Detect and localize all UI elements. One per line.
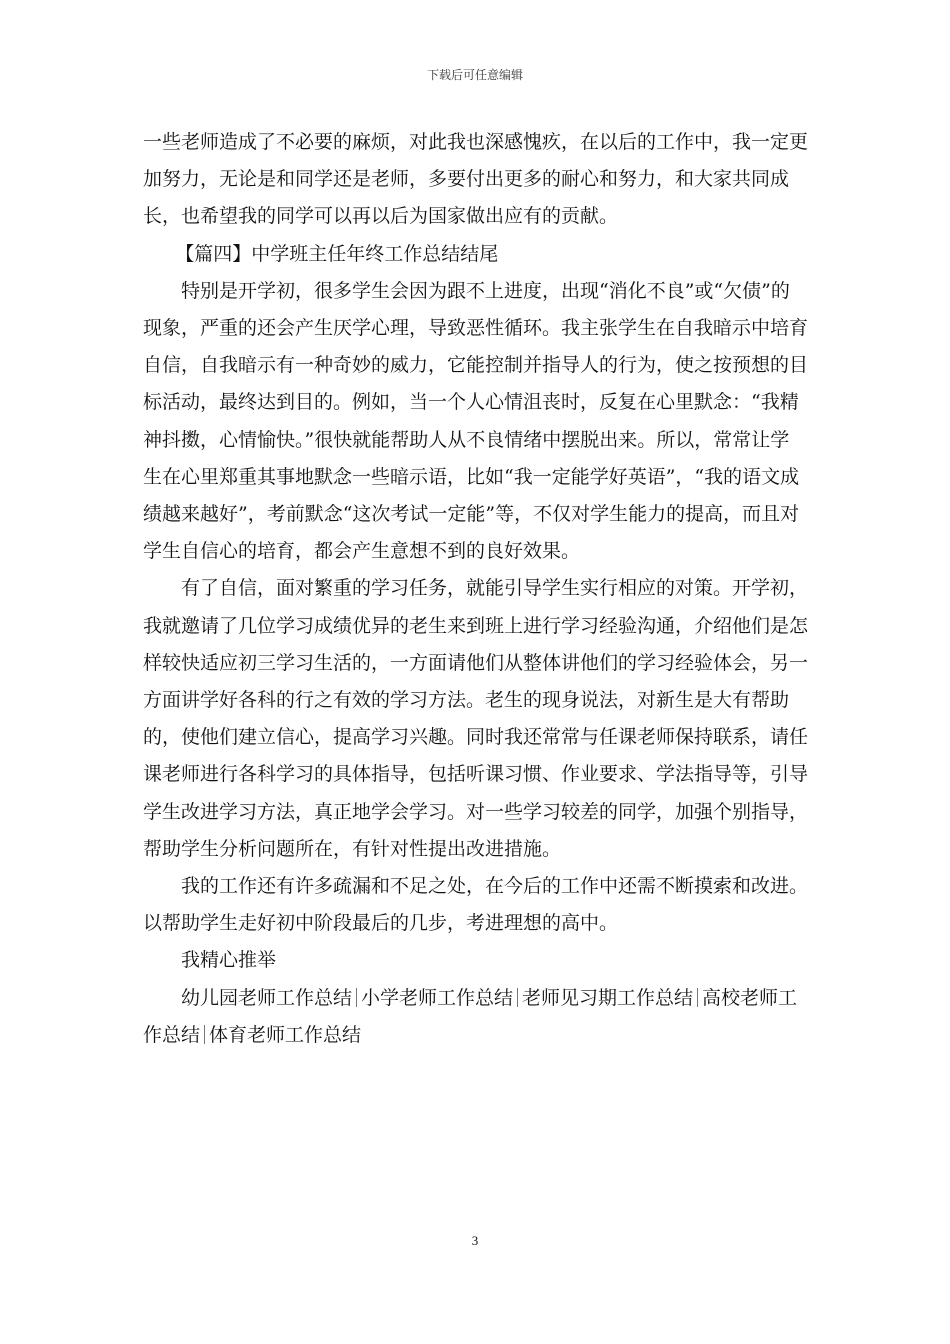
link-separator bbox=[697, 988, 698, 1007]
paragraph-study-methods: 有了自信，面对繁重的学习任务，就能引导学生实行相应的对策。开学初，我就邀请了几位学习成绩优异的老生来到班上进行学习经验沟通，介绍他们是怎样较快适应初三学习生活的，一方面请他们从整体讲他们的学习经验体会，另一方面讲学好各科的行之有效的学习方法。老生的现身说法，对新生是大有帮助的，使他们建立信心，提高学习兴趣。同时我还常常与任课老师保持联系，请任课老师进行各科学习的具体指导，包括听课习惯、作业要求、学法指导等，引导学生改进学习方法，真正地学会学习。对一些学习较差的同学，加强个别指导，帮助学生分析问题所在，有针对性提出改进措施。 bbox=[143, 577, 809, 860]
link-separator bbox=[356, 988, 357, 1007]
paragraph-self-confidence: 特别是开学初，很多学生会因为跟不上进度，出现“消化不良”或“欠债”的现象，严重的还会产生厌学心理，导致恶性循环。我主张学生在自我暗示中培育自信，自我暗示有一种奇妙的威力，它能控制并指导人的行为，使之按预想的目标活动，最终达到目的。例如，当一个人心情沮丧时，反复在心里默念：“我精神抖擞，心情愉快。”很快就能帮助人从不良情绪中摆脱出来。所以，常常让学生在心里郑重其事地默念一些暗示语，比如“我一定能学好英语”，“我的语文成绩越来越好”，考前默念“这次考试一定能”等，不仅对学生能力的提高，而且对学生自信心的培育，都会产生意想不到的良好效果。 bbox=[143, 279, 809, 563]
related-link[interactable]: 体育老师工作总结 bbox=[209, 1023, 362, 1046]
related-links bbox=[143, 980, 808, 1054]
recommend-label: 我精心推举 bbox=[181, 949, 277, 972]
page-header: 下载后可任意编辑 bbox=[426, 68, 523, 82]
related-link[interactable]: 高校老师工作总结 bbox=[143, 986, 798, 1046]
paragraph-continuation: 一些老师造成了不必要的麻烦，对此我也深感愧疚，在以后的工作中，我一定更加努力，无论是和同学还是老师，多要付出更多的耐心和努力，和大家共同成长，也希望我的同学可以再以后为国家做出应有的贡献。 bbox=[143, 131, 809, 228]
paragraph-closing: 我的工作还有许多疏漏和不足之处，在今后的工作中还需不断摸索和改进。以帮助学生走好初中阶段最后的几步，考进理想的高中。 bbox=[143, 875, 809, 935]
page-number: 3 bbox=[471, 1233, 479, 1248]
related-link[interactable]: 老师见习期工作总结 bbox=[522, 986, 694, 1009]
related-link[interactable]: 小学老师工作总结 bbox=[361, 986, 514, 1009]
link-separator bbox=[204, 1025, 205, 1044]
document-body bbox=[143, 124, 808, 1054]
link-separator bbox=[517, 988, 518, 1007]
section-heading: 【篇四】中学班主任年终工作总结结尾 bbox=[175, 242, 499, 265]
related-link[interactable]: 幼儿园老师工作总结 bbox=[181, 986, 353, 1009]
